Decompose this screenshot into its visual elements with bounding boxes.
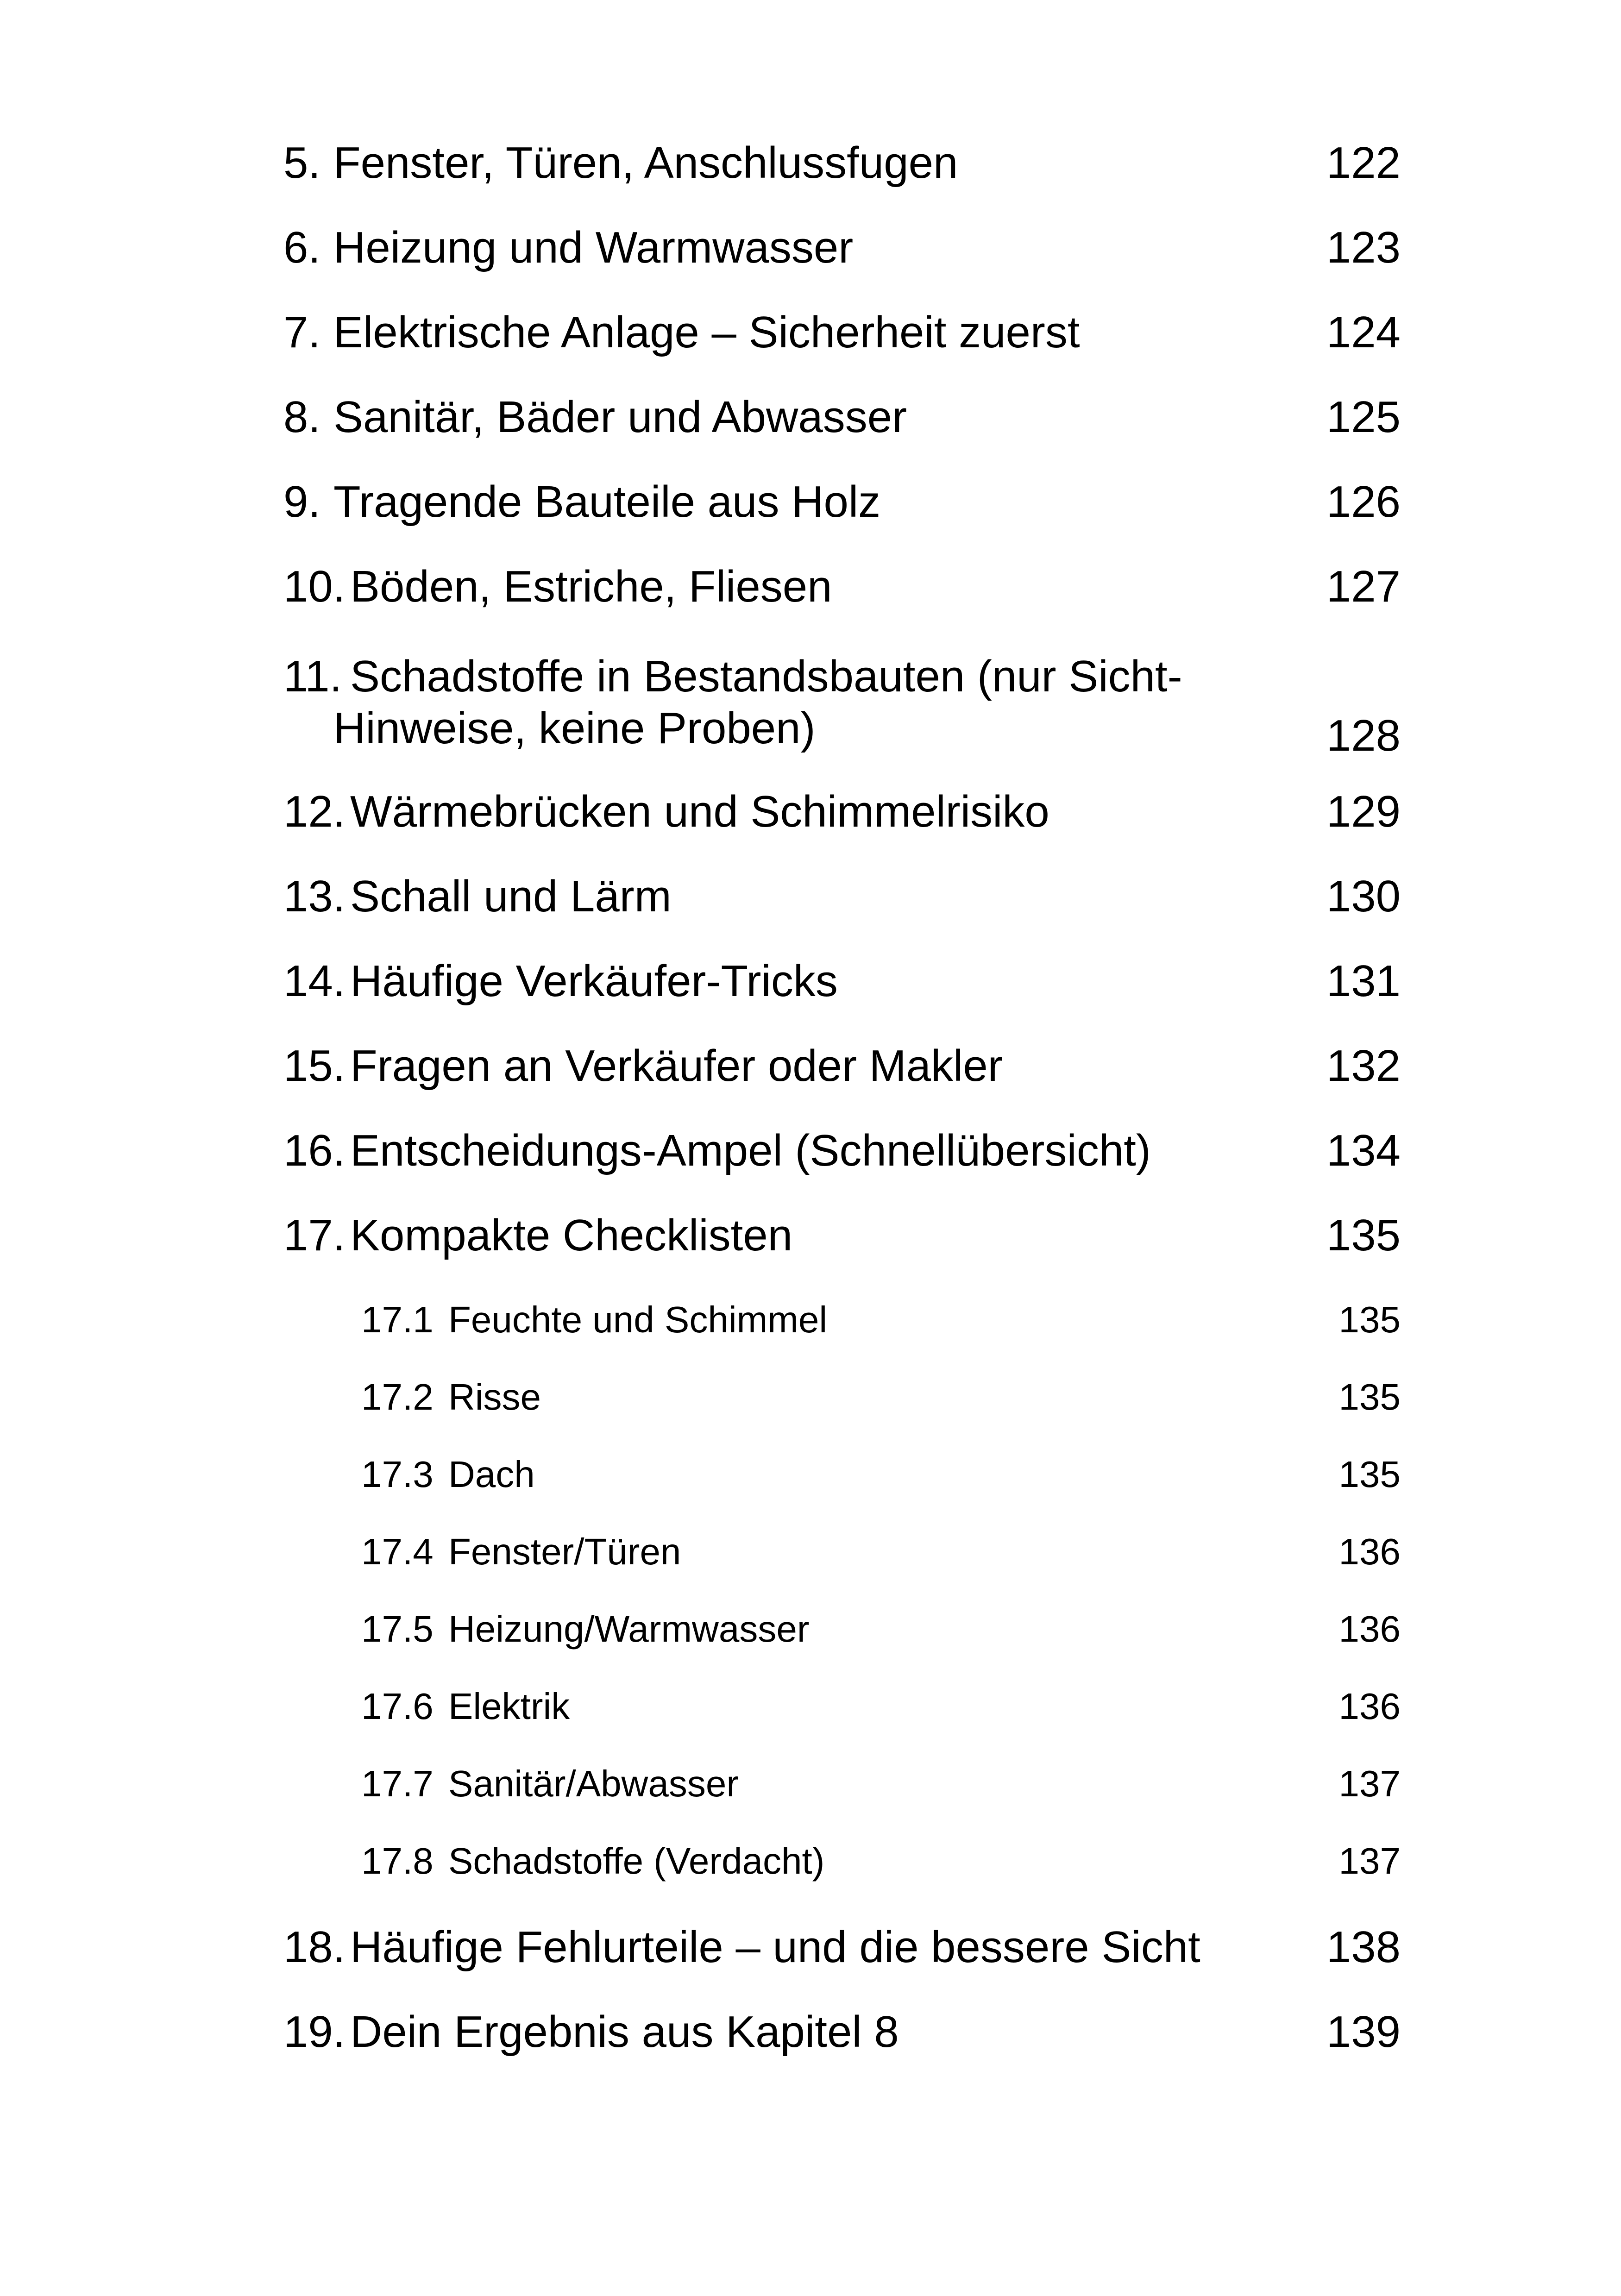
toc-entry-19[interactable] [283,2000,1401,2064]
toc-entry-number: 17.6 [361,1686,434,1727]
toc-entry-title: Dach [448,1454,535,1495]
toc-entry-title [333,651,1308,754]
toc-entry-page: 129 [1326,787,1401,836]
toc-entry-title: Dein Ergebnis aus Kapitel 8 [350,2007,899,2057]
toc-entry-14[interactable] [283,949,1401,1014]
toc-entry-title: Kompakte Checklisten [350,1211,793,1260]
toc-entry-title: Heizung und Warmwasser [333,223,854,272]
toc-entry-page: 123 [1326,223,1401,272]
toc-entry-5[interactable] [283,131,1401,195]
toc-entry-7[interactable] [283,300,1401,365]
toc-entry-number: 17.1 [361,1299,434,1340]
toc-subentry-17-2[interactable] [361,1369,1401,1425]
toc-entry-page: 122 [1326,138,1401,188]
toc-entry-number: 17.8 [361,1840,434,1882]
toc-entry-17[interactable] [283,1203,1401,1268]
toc-entry-number: 7. [283,307,333,357]
toc-entry-12[interactable] [283,779,1401,844]
toc-entry-page: 138 [1326,1922,1401,1972]
toc-entry-number: 9. [283,477,333,527]
toc-subentry-17-6[interactable] [361,1679,1401,1734]
toc-entry-title: Entscheidungs-Ampel (Schnellübersicht) [350,1126,1151,1175]
toc-subentry-17-3[interactable] [361,1447,1401,1502]
toc-entry-page: 139 [1326,2007,1401,2057]
toc-entry-title: Sanitär, Bäder und Abwasser [333,392,907,442]
toc-entry-15[interactable] [283,1034,1401,1098]
toc-entry-number: 8. [283,392,333,442]
toc-entry-page: 131 [1326,956,1401,1006]
toc-subentry-17-8[interactable] [361,1833,1401,1889]
toc-entry-page: 134 [1326,1126,1401,1175]
toc-entry-page: 124 [1326,307,1401,357]
toc-entry-title: Wärmebrücken und Schimmelrisiko [350,787,1049,836]
toc-entry-page: 126 [1326,477,1401,527]
toc-entry-number: 17.7 [361,1763,434,1804]
toc-entry-page: 136 [1338,1608,1401,1650]
toc-entry-number: 17.5 [361,1608,434,1650]
toc-entry-title: Tragende Bauteile aus Holz [333,477,881,527]
toc-entry-title: Schall und Lärm [350,872,672,921]
toc-entry-number: 14. [283,956,346,1006]
toc-subentry-17-1[interactable] [361,1292,1401,1348]
toc-entry-number: 5. [283,138,333,188]
toc-entry-page: 132 [1326,1041,1401,1091]
toc-entry-title: Feuchte und Schimmel [448,1299,828,1340]
toc-entry-page: 137 [1338,1763,1401,1804]
toc-entry-number: 18. [283,1922,346,1972]
toc-entry-title: Elektrische Anlage – Sicherheit zuerst [333,307,1080,357]
toc-entry-page: 135 [1338,1454,1401,1495]
toc-entry-title-line-2: Hinweise, keine Proben) [333,703,816,753]
toc-entry-title: Fragen an Verkäufer oder Makler [350,1041,1003,1091]
toc-entry-title-line-1: Schadstoffe in Bestandsbauten (nur Sicht- [350,652,1182,701]
toc-entry-page: 135 [1338,1299,1401,1340]
toc-entry-title: Schadstoffe (Verdacht) [448,1840,825,1882]
toc-entry-title: Fenster, Türen, Anschlussfugen [333,138,958,188]
toc-entry-title: Elektrik [448,1686,570,1727]
toc-subentry-17-7[interactable] [361,1756,1401,1812]
toc-entry-number: 10. [283,562,346,611]
toc-entry-page: 135 [1326,1211,1401,1260]
toc-entry-title: Böden, Estriche, Fliesen [350,562,832,611]
toc-entry-number: 17.2 [361,1376,434,1418]
toc-entry-title: Sanitär/Abwasser [448,1763,739,1804]
toc-entry-page: 136 [1338,1531,1401,1572]
toc-entry-number: 17. [283,1211,346,1260]
toc-entry-page: 125 [1326,392,1401,442]
toc-entry-18[interactable] [283,1915,1401,1980]
toc-entry-title: Risse [448,1376,541,1418]
toc-entry-11[interactable] [283,651,1401,762]
toc-entry-number: 15. [283,1041,346,1091]
toc-subentry-17-4[interactable] [361,1524,1401,1580]
toc-entry-number: 17.3 [361,1454,434,1495]
toc-entry-13[interactable] [283,864,1401,929]
toc-entry-page: 137 [1338,1840,1401,1882]
toc-entry-title: Häufige Fehlurteile – und die bessere Sicht [350,1922,1200,1972]
toc-entry-number: 11. [283,652,342,701]
toc-entry-number: 13. [283,872,346,921]
toc-entry-number: 16. [283,1126,346,1175]
toc-entry-page: 127 [1326,562,1401,611]
toc-entry-number: 19. [283,2007,346,2057]
toc-entry-title: Häufige Verkäufer-Tricks [350,956,838,1006]
toc-entry-title: Heizung/Warmwasser [448,1608,810,1650]
toc-entry-16[interactable] [283,1118,1401,1183]
toc-subentry-17-5[interactable] [361,1601,1401,1657]
toc-entry-page: 130 [1326,872,1401,921]
toc-entry-9[interactable] [283,470,1401,534]
toc-entry-8[interactable] [283,385,1401,450]
toc-entry-number: 12. [283,787,346,836]
toc-entry-number: 17.4 [361,1531,434,1572]
toc-entry-10[interactable] [283,554,1401,619]
toc-entry-6[interactable] [283,215,1401,280]
toc-entry-page: 135 [1338,1376,1401,1418]
toc-entry-page: 128 [1326,711,1401,760]
toc-entry-title: Fenster/Türen [448,1531,681,1572]
toc-entry-page: 136 [1338,1686,1401,1727]
toc-entry-number: 6. [283,223,333,272]
